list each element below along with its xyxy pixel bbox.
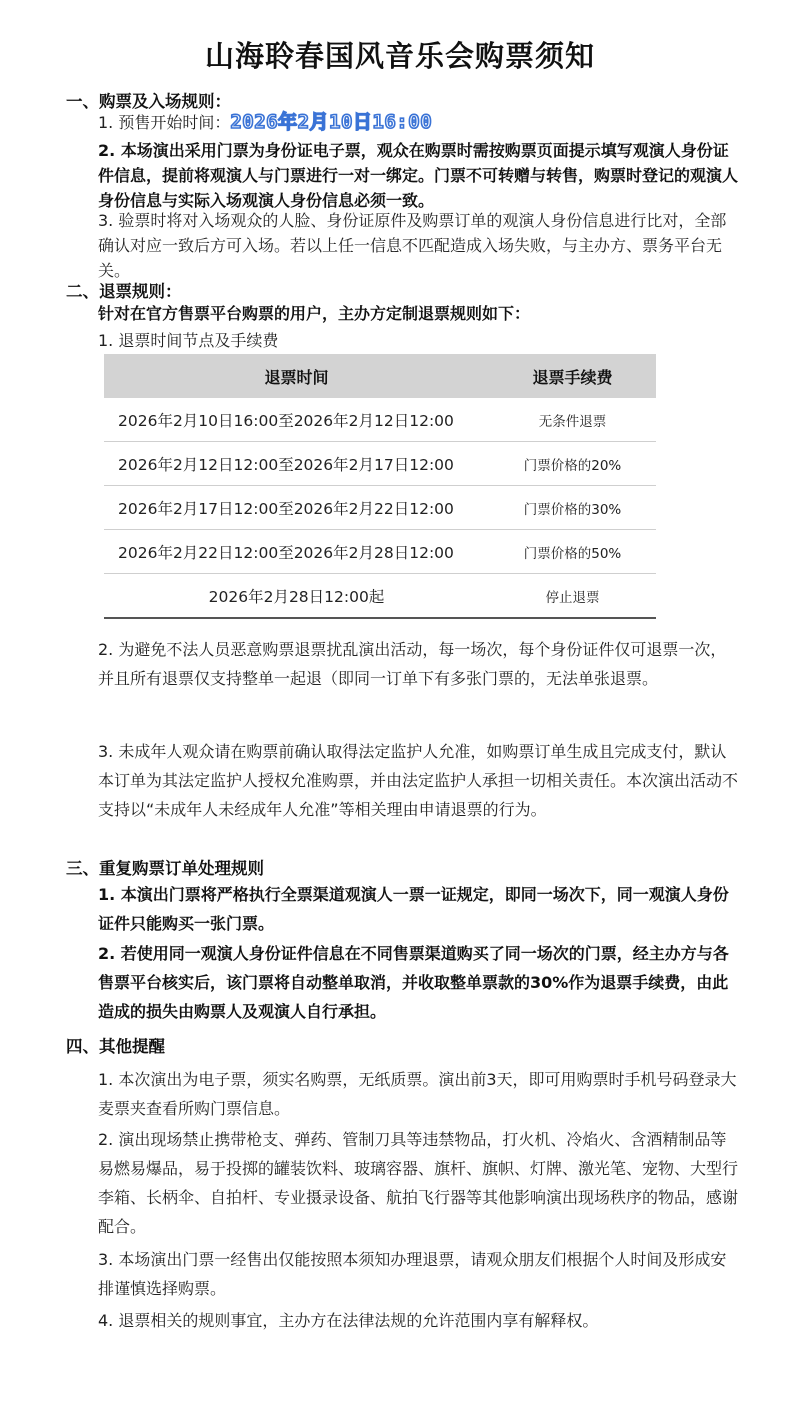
row-time: 2026年2月22日12:00至2026年2月28日12:00 — [118, 543, 454, 562]
section1-item2: 2. 本场演出采用门票为身份证电子票，观众在购票时需按购票页面提示填写观演人身份证件信息，提前将观演人与门票进行一对一绑定。门票不可转赠与转售，购票时登记的观演人身份信息与实际入场观演人身份信息必须一致。 — [98, 141, 739, 210]
page-title: 山海聆春国风音乐会购票须知 — [204, 39, 595, 73]
row-fee: 无条件退票 — [538, 413, 607, 430]
row-time: 2026年2月10日16:00至2026年2月12日12:00 — [118, 411, 454, 430]
row-fee: 门票价格的50% — [523, 545, 622, 562]
section3-item2: 2. 若使用同一观演人身份证件信息在不同售票渠道购买了同一场次的门票，经主办方与各售票平台核实后，该门票将自动整单取消，并收取整单票款的30%作为退票手续费，由此造成的损失由购票人及观演人自行承担。 — [98, 944, 729, 1021]
table-row — [104, 442, 656, 486]
section2-item1: 1. 退票时间节点及手续费 — [98, 331, 279, 350]
header-refund-fee: 退票手续费 — [532, 367, 613, 387]
table-row — [104, 398, 656, 442]
row-fee: 门票价格的20% — [523, 457, 622, 474]
table-row — [104, 486, 656, 530]
table-row — [104, 530, 656, 574]
row-fee: 门票价格的30% — [523, 501, 622, 518]
header-refund-time: 退票时间 — [264, 367, 329, 387]
table-header — [104, 354, 656, 398]
section2-intro: 针对在官方售票平台购票的用户，主办方定制退票规则如下： — [98, 304, 531, 323]
section4-heading: 四、其他提醒 — [66, 1037, 165, 1056]
section2-item3: 3. 未成年人观众请在购票前确认取得法定监护人允准，如购票订单生成且完成支付，默认本订单为其法定监护人授权允准购票，并由法定监护人承担一切相关责任。本次演出活动不支持以“未成年人未经成年人允准”等相关理由申请退票的行为。 — [98, 742, 739, 819]
section4-item2: 2. 演出现场禁止携带枪支、弹药、管制刀具等违禁物品，打火机、冷焰火、含酒精制品等易燃易爆品，易于投掷的罐装饮料、玻璃容器、旗杆、旗帜、灯牌、激光笔、宠物、大型行李箱、长柄伞、自拍杆、专业摄录设备、航拍飞行器等其他影响演出现场秩序的物品，感谢配合。 — [98, 1130, 739, 1236]
section3-item1: 1. 本演出门票将严格执行全票渠道观演人一票一证规定，即同一场次下，同一观演人身份证件只能购买一张门票。 — [98, 885, 729, 933]
section1-heading: 一、购票及入场规则： — [66, 92, 231, 111]
section4-item4: 4. 退票相关的规则事宜，主办方在法律法规的允许范围内享有解释权。 — [98, 1311, 599, 1330]
presale-label: 1. 预售开始时间： — [98, 113, 231, 132]
row-time: 2026年2月17日12:00至2026年2月22日12:00 — [118, 499, 454, 518]
section4-item1: 1. 本次演出为电子票，须实名购票，无纸质票。演出前3天，即可用购票时手机号码登录大麦票夹查看所购门票信息。 — [98, 1070, 737, 1118]
section3-heading: 三、重复购票订单处理规则 — [66, 859, 264, 878]
row-time: 2026年2月28日12:00起 — [208, 587, 385, 606]
presale-time: 2026年2月10日16:00 — [230, 111, 433, 133]
row-fee: 停止退票 — [545, 589, 600, 606]
section1-item3: 3. 验票时将对入场观众的人脸、身份证原件及购票订单的观演人身份信息进行比对，全部确认对应一致后方可入场。若以上任一信息不匹配造成入场失败，与主办方、票务平台无关。 — [98, 211, 727, 280]
section2-heading: 二、退票规则： — [66, 282, 182, 301]
section4-item3: 3. 本场演出门票一经售出仅能按照本须知办理退票，请观众朋友们根据个人时间及形成安排谨慎选择购票。 — [98, 1250, 727, 1298]
row-time: 2026年2月12日12:00至2026年2月17日12:00 — [118, 455, 454, 474]
refund-table — [104, 354, 656, 619]
section2-item2: 2. 为避免不法人员恶意购票退票扰乱演出活动，每一场次，每个身份证件仅可退票一次，并且所有退票仅支持整单一起退（即同一订单下有多张门票的，无法单张退票。 — [98, 640, 727, 688]
table-row — [104, 574, 656, 619]
presale-line — [98, 110, 738, 135]
